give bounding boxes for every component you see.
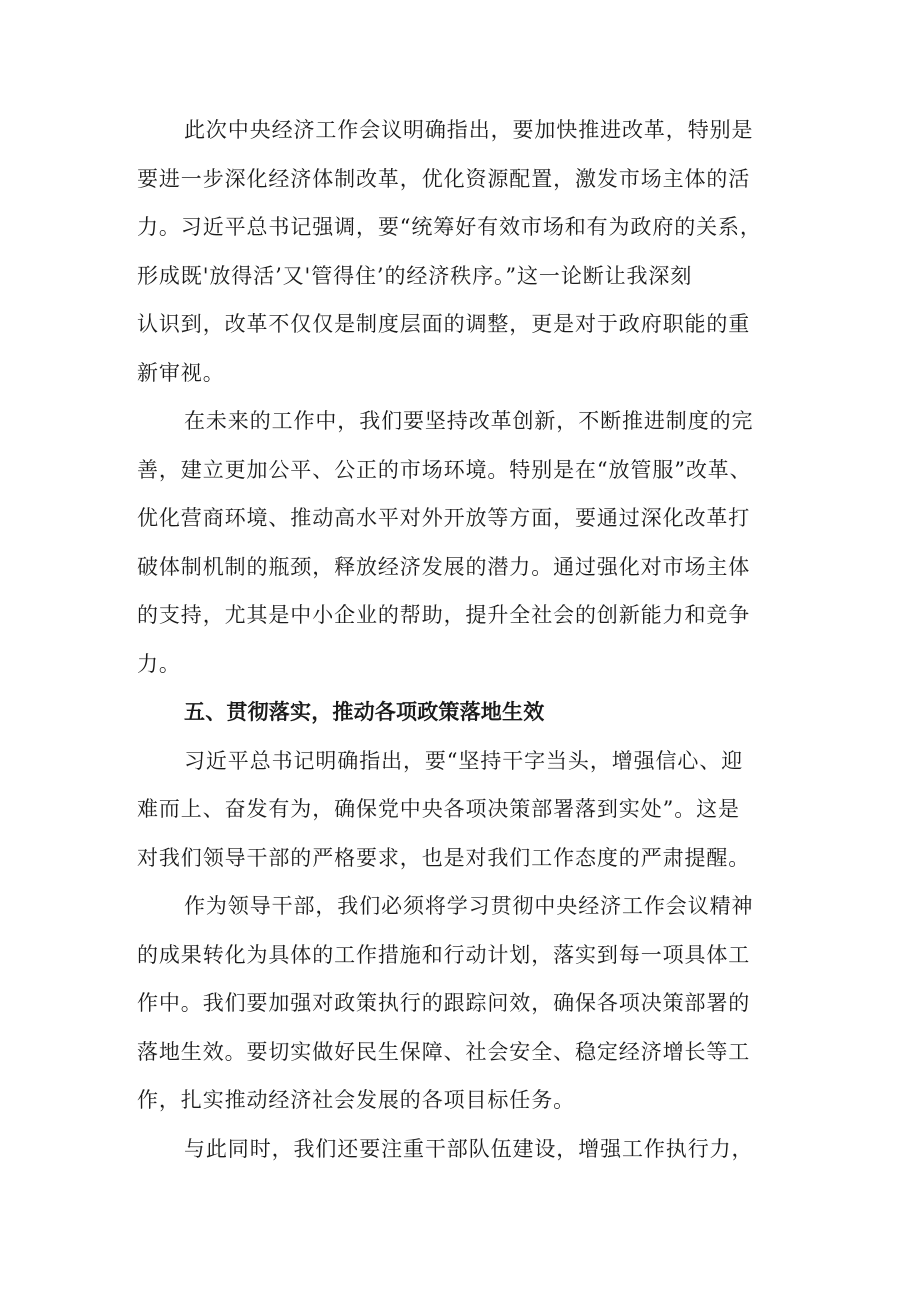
paragraph-line: 作中。我们要加强对政策执行的跟踪问效，确保各项决策部署的: [137, 991, 751, 1015]
paragraph-line: 落地生效。要切实做好民生保障、社会安全、稳定经济增长等工: [137, 1039, 751, 1064]
paragraph-line: 与此同时，我们还要注重干部队伍建设，增强工作执行力，: [184, 1136, 754, 1161]
paragraph-line: 要进一步深化经济体制改革，优化资源配置，激发市场主体的活: [137, 166, 751, 191]
paragraph-4: [137, 882, 797, 1125]
paragraph-line: 作，扎实推动经济社会发展的各项目标任务。: [137, 1088, 575, 1112]
paragraph-line: 善，建立更加公平、公正的市场环境。特别是在“放管服”改革、: [137, 457, 752, 482]
paragraph-line: 难而上、奋发有为，确保党中央各项决策部署落到实处”。这是: [137, 797, 740, 821]
paragraph-line: 此次中央经济工作会议明确指出，要加快推进改革，特别是: [184, 118, 754, 142]
paragraph-line: 新审视。: [137, 360, 225, 385]
section-heading: 五、贯彻落实，推动各项政策落地生效: [184, 700, 545, 724]
paragraph-1: [137, 106, 797, 397]
paragraph-2: [137, 397, 797, 688]
paragraph-3: [137, 737, 797, 883]
paragraph-line: 在未来的工作中，我们要坚持改革创新，不断推进制度的完: [184, 409, 754, 433]
paragraph-line: 认识到，改革不仅仅是制度层面的调整，更是对于政府职能的重: [137, 312, 751, 336]
paragraph-5: [137, 1125, 797, 1174]
paragraph-line: 作为领导干部，我们必须将学习贯彻中央经济工作会议精神: [184, 894, 754, 918]
paragraph-line: 对我们领导干部的严格要求，也是对我们工作态度的严肃提醒。: [137, 845, 751, 870]
paragraph-line: 习近平总书记明确指出，要“坚持干字当头，增强信心、迎: [184, 748, 744, 773]
paragraph-line: 力。习近平总书记强调，要“统筹好有效市场和有为政府的关系，: [137, 215, 762, 239]
paragraph-line: 的支持，尤其是中小企业的帮助，提升全社会的创新能力和竞争: [137, 603, 751, 627]
document-body: [137, 106, 797, 1173]
paragraph-line: 形成既'放得活’又'管得住’的经济秩序。”这一论断让我深刻: [137, 263, 693, 288]
paragraph-line: 破体制机制的瓶颈，释放经济发展的潜力。通过强化对市场主体: [137, 554, 751, 579]
paragraph-line: 优化营商环境、推动高水平对外开放等方面，要通过深化改革打: [137, 506, 751, 530]
paragraph-line: 的成果转化为具体的工作措施和行动计划，落实到每一项具体工: [137, 942, 751, 967]
paragraph-line: 力。: [137, 651, 181, 676]
